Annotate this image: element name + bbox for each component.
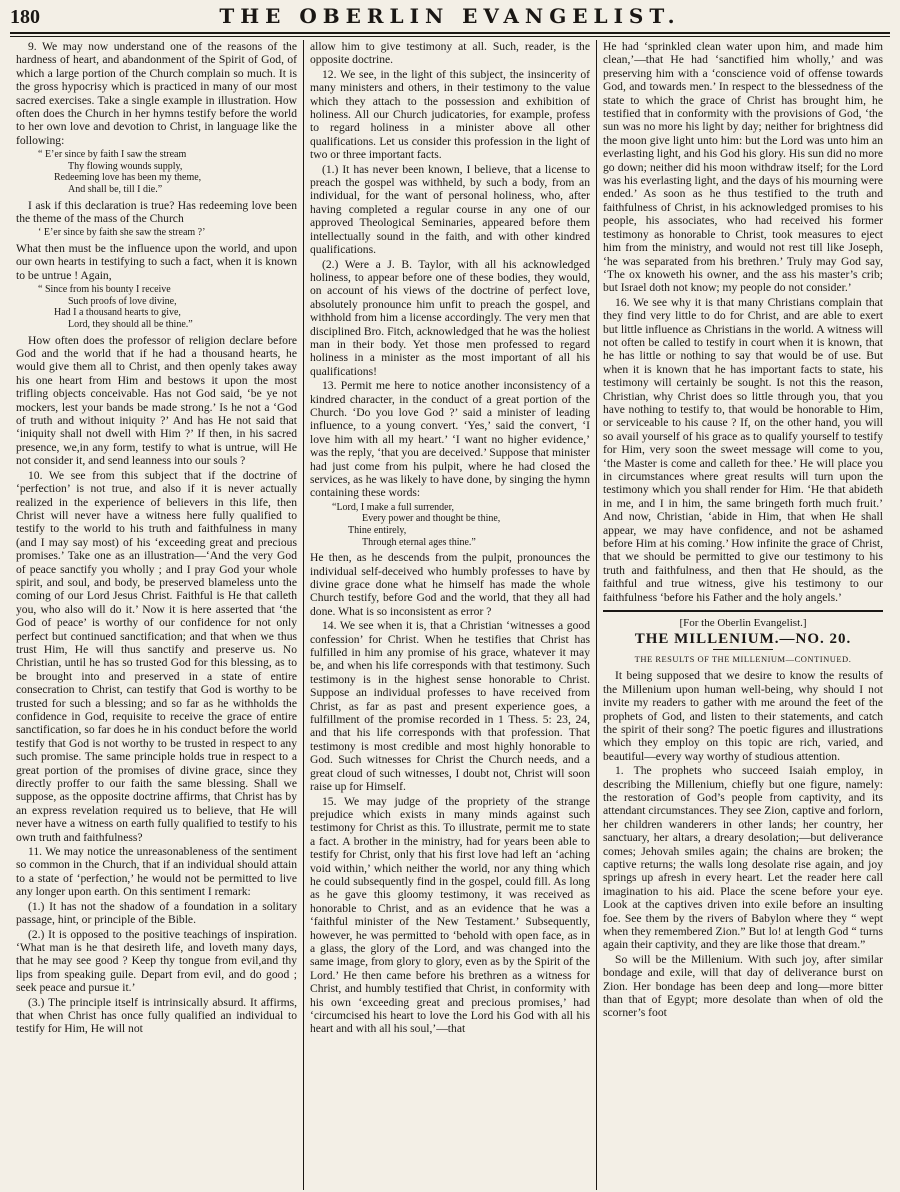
paragraph: 12. We see, in the light of this subject, the insincerity of many ministers and others, in their testimony to the value which they attach to the possession and exhibition of holiness. All our Church judicatories, for example, profess to regard holiness in a minister above all other qualifications. Let us consider this profession in the light of two or three important facts. [310, 67, 590, 162]
verse-line: “ Since from his bounty I receive [38, 284, 171, 296]
paragraph: 11. We may notice the unreasonableness of the sentiment so common in the Church, that if an individual should attain to a state of ‘perfection,’ he would not be permitted to live any longer upon earth. On this sentiment I remark: [16, 845, 297, 899]
verse-line: Redeeming love has been my theme, [54, 172, 202, 184]
article-title-rule [713, 649, 773, 650]
column-1 [10, 40, 303, 1190]
verse-quote [16, 227, 297, 239]
verse-line: Lord, they should all be thine.” [68, 319, 193, 331]
verse-line: And shall be, till I die.” [68, 184, 163, 196]
article-title: THE MILLENIUM.—NO. 20. [634, 631, 852, 648]
paragraph: I ask if this declaration is true? Has redeeming love been the theme of the mass of the Church [16, 198, 297, 226]
paragraph: 10. We see from this subject that if the doctrine of ‘perfection’ is not true, and also if it is never actually realized in the experience of believers in this life, then Christ will never have a witness here fully qualified to testify to the world to his truth and faithfulness in many (and I may say most) of his ‘exceeding great and precious promises.’ Take one as an illustration—‘And the very God of peace sanctify you wholly ; and I pray God your whole spirit, and soul, and body, be preserved blameless unto the coming of our Lord Jesus Christ. Faithful is He that calleth you, who also will do it.’ Now it is here asserted that ‘the God of peace’ is worthy of our confidence for not only perfect but continued sanctification; and that when we thus trust Him, He will thus sanctify and preserve us. No Christian, until he has so trusted God for this blessing, as to be brought into and preserved in a state of entire consecration to Christ, can testify that God is worthy to be trusted for such a blessing; and so far as he withholds the confidence in God, requisite to receive the grace of entire sanctification, so far does he in his conduct before the world testify that God is not worthy to be trusted in respect to any such promise. The same principle holds true in respect to a great portion of the promises of divine grace, since they directly proffer to our faith the same blessing. Shall we suppose, as the opposite doctrine affirms, that Christ has by an express revelation required us to believe, that He will never have a witness on earth fully qualified to testify to his own truth and faithfulness? [16, 468, 297, 844]
paragraph: How often does the professor of religion declare before God and the world that if he had a thousand hearts, he would give them all to Christ, and then openly takes away his one heart from Him and bestows it upon the most trifling objects conceivable. Has not God said, ‘be ye not mockers, lest your bands be made strong.’ Is he not a ‘God of truth and without iniquity ?’ And has He not said that ‘iniquity shall not dwell with Him ?’ If then, in his sacred presence, we,in any form, testify to what is untrue, will He not consider it, and send leanness into our souls ? [16, 333, 297, 468]
article-paragraph: So will be the Millenium. With such joy, after similar bondage and exile, will that day of deliverance burst on Zion. Her bondage has been deep and long—more bitter than that of Egypt; more desolate than when of old the scorner’s foot [603, 952, 883, 1020]
verse-quote [16, 284, 297, 330]
text-columns [10, 40, 890, 1190]
paragraph: (2.) It is opposed to the positive teachings of inspiration. ‘What man is he that desireth life, and loveth many days, that he may see good ? Keep thy tongue from evil,and thy lips from speaking guile. Depart from evil, and do good ; seek peace and pursue it.’ [16, 927, 297, 995]
running-title: THE OBERLIN EVANGELIST. [219, 4, 681, 28]
masthead-rule [10, 36, 890, 37]
paragraph: 15. We may judge of the propriety of the strange prejudice which exists in many minds against such testimony for Christ as this. To illustrate, permit me to state a fact. A brother in the ministry, had for years been able to testify for Christ, only that his first love had left an ‘aching void within,’ which neither the world, nor any thing which he could subsequently find in the gospel, could fill. As long as he gave this gloomy testimony, it was received as honorable to Christ, and as an evidence that he was a ‘faithful minister of the New Testament.’ Subsequently, however, he was permitted to ‘behold with open face, as in a glass, the glory of the Lord, and was changed into the same image, from glory to glory, even as by the Spirit of the Lord.’ He then came before his brethren as a witness for Christ, and humbly testified that Christ, in conformity with his own ‘exceeding great and precious promises,’ had ‘circumcised his heart to love the Lord his God with all his heart and with all his soul,’—that [310, 794, 590, 1036]
paragraph: 16. We see why it is that many Christians complain that they find very little to do for Christ, and are able to exert but little influence as Christians in the world. A witness will not often be called to testify in court when it is known, that he has little or nothing to say that would be of use. But when it is known that he has important facts to state, his testimony will certainly be sought. Is not this the reason, Christian, why Christ does so little through you, that you have nothing to testify to, that would be honorable to Him, or serviceable to his cause ? If, on the other hand, you will so avail yourself of his grace as to qualify yourself to testify for Him, very soon the sweet message will come to you, ‘the Master is come and calleth for thee.’ He will place you in circumstances where great results will turn upon the testimony which you shall render for Him. ‘He that abideth in me, and I in him, the same bringeth forth much fruit.’ And now, Christian, ‘abide in Him, that when He shall appear, we may have confidence, and not be ashamed before Him at his coming.’ How infinite the grace of Christ, that we should be permitted to give our testimony to his truth and faithfulness, and then that He should, as the faithful and true witness, give his testimony to our faithfulness ‘before his Father and the holy angels.’ [603, 295, 883, 604]
paragraph: (1.) It has not the shadow of a foundation in a solitary passage, hint, or principle of the Bible. [16, 899, 297, 927]
paragraph: (1.) It has never been known, I believe, that a license to preach the gospel was withheld, by such a body, from an individual, for the want of personal holiness, who, after having completed a regular course in any one of our approved Theological Seminaries, appeared before them intellectually sound in the faith, and with other kindred qualifications. [310, 162, 590, 257]
verse-line: “ E’er since by faith I saw the stream [38, 149, 187, 161]
article-paragraph: It being supposed that we desire to know the results of the Millenium upon human well-being, why should I not invite my readers to gather with me around the feet of the prophets of God, and listen to their statements, and catch the spirit of their song? The poetic figures and illustrations which they employ on this topic are rich, varied, and beautiful—every way worthy of studious attention. [603, 669, 883, 763]
page-number: 180 [10, 6, 40, 28]
verse-line: Such proofs of love divine, [68, 295, 177, 307]
article-paragraph: 1. The prophets who succeed Isaiah employ, in describing the Millenium, chiefly but one figure, namely: the restoration of God’s people from captivity, and its attendant circumstances. They see Zion, captive and forlorn, her children wanderers in other lands; her country, her sanctuary, her altars, a dreary desolation;—but deliverance comes; Jehovah smiles again; the chains are broken; the captive returns; the walls long desolate rise again, and joy springs up afresh in every heart. Let the reader here call imagination to his aid. Place the scene before your eye. Look at the captives driven into exile before an insulting foe. See them by the rivers of Babylon where they “ wept when they remembered Zion.” But lo! at length God “ turns again their captivity, and they are like those that dream.” [603, 764, 883, 952]
paragraph: 14. We see when it is, that a Christian ‘witnesses a good confession’ for Christ. When he testifies that Christ has fulfilled in him any promise of his grace, whatever it may be, and when his life corresponds with that testimony. Such testimony is in the highest sense honorable to Christ. Suppose an individual professes to have received from Christ, as far as past and present experience goes, a fulfillment of the promise recorded in 1 Thess. 5: 23, 24, and that his life corresponds with that profession. That testimony is most credible and most highly honorable to God. Such witnesses for Christ the Church needs, and a great cloud of such witnesses, I doubt not, Christ will soon raise up for Himself. [310, 619, 590, 794]
paragraph: What then must be the influence upon the world, and upon our own hearts in testifying to such a fact, when it is known to be untrue ! Again, [16, 242, 297, 282]
verse-line: Thy flowing wounds supply, [68, 160, 183, 172]
article-subtitle: THE RESULTS OF THE MILLENIUM—CONTINUED. [634, 653, 852, 664]
column-2 [303, 40, 596, 1190]
column-3 [596, 40, 889, 1190]
paragraph: He then, as he descends from the pulpit, pronounces the individual self-deceived who humbly professes to have by divine grace done what he himself has made the whole Church testify, before God and the world, that they all had done. What is so inconsistent as error ? [310, 551, 590, 618]
paragraph: (2.) Were a J. B. Taylor, with all his acknowledged holiness, to appear before one of these bodies, they would, on account of his views of the doctrine of perfect love, absolutely pronounce him unfit to preach the gospel, and withhold from him a license accordingly. The very men that disciplined Bro. Fitch, acknowledged that he was the holiest man in their body. Yet those men professed to regard holiness in a minister as the most important of all his qualifications! [310, 257, 590, 378]
paragraph: 13. Permit me here to notice another inconsistency of a kindred character, in the conduct of a great portion of the Church. ‘Do you love God ?’ said a minister of leading influence, to a young convert. ‘Yes,’ said the convert, ‘I love him with all my heart.’ ‘I want no higher evidence,’ was the reply, ‘that you are deceived.’ Suppose that minister had just come from his pulpit, where he had closed the services, as he was likely to have done, by singing the hymn containing these words: [310, 379, 590, 500]
verse-line: Thine entirely, [348, 525, 407, 536]
verse-line: “Lord, I make a full surrender, [332, 501, 455, 513]
verse-line: Through eternal ages thine.” [362, 536, 476, 548]
article-body [603, 669, 883, 1020]
article-source: [For the Oberlin Evangelist.] [679, 617, 807, 630]
verse-quote [16, 149, 297, 195]
verse-line: ‘ E’er since by faith she saw the stream ?’ [38, 227, 206, 239]
masthead [10, 4, 890, 34]
paragraph: He had ‘sprinkled clean water upon him, and made him clean,’—that He had ‘sanctified him wholly,’ and was preserving him with a ‘conscience void of offense towards God, and towards men.’ In respect to the blessedness of the state to which the grace of Christ has brought him, he testified that in conformity with the provisions of God, ‘the sun was no more his light by day; neither for brightness did the moon give light unto him: but the Lord was unto him an everlasting light, and his God his glory. His sun did no more go down; neither did his moon withdraw itself; for the Lord was his everlasting light, and the days of his mourning were ended.’ As soon as he thus testified to the truth and faithfulness of Christ, in his acknowledged promises to his people, his associates, who had received his former testimony as honorable to Christ, took measures to eject him from the ministry, and would not rest till like Joseph, ‘he was separated from his brethren.’ Truly may God say, ‘The ox knoweth his owner, and the ass his master’s crib; but Israel doth not know; my people do not consider.’ [603, 40, 883, 295]
verse-line: Every power and thought be thine, [362, 513, 501, 525]
millenium-article [603, 610, 883, 1020]
paragraph: (3.) The principle itself is intrinsically absurd. It affirms, that when Christ has once fully qualified an individual to testify for Him, He will not [16, 995, 297, 1036]
paragraph: allow him to give testimony at all. Such, reader, is the opposite doctrine. [310, 40, 590, 67]
verse-quote [310, 502, 590, 548]
verse-line: Had I a thousand hearts to give, [54, 307, 181, 319]
column-3-body [603, 40, 883, 604]
paragraph: 9. We may now understand one of the reasons of the hardness of heart, and abandonment of the Spirit of God, of which a large portion of the Church complain so much. It is the gross hypocrisy which is practiced in many of our most sacred exercises. Take a single example in illustration. How often does the Church in her hymns testify before the world to her own love and devotion to Christ, in language like the following: [16, 40, 297, 147]
